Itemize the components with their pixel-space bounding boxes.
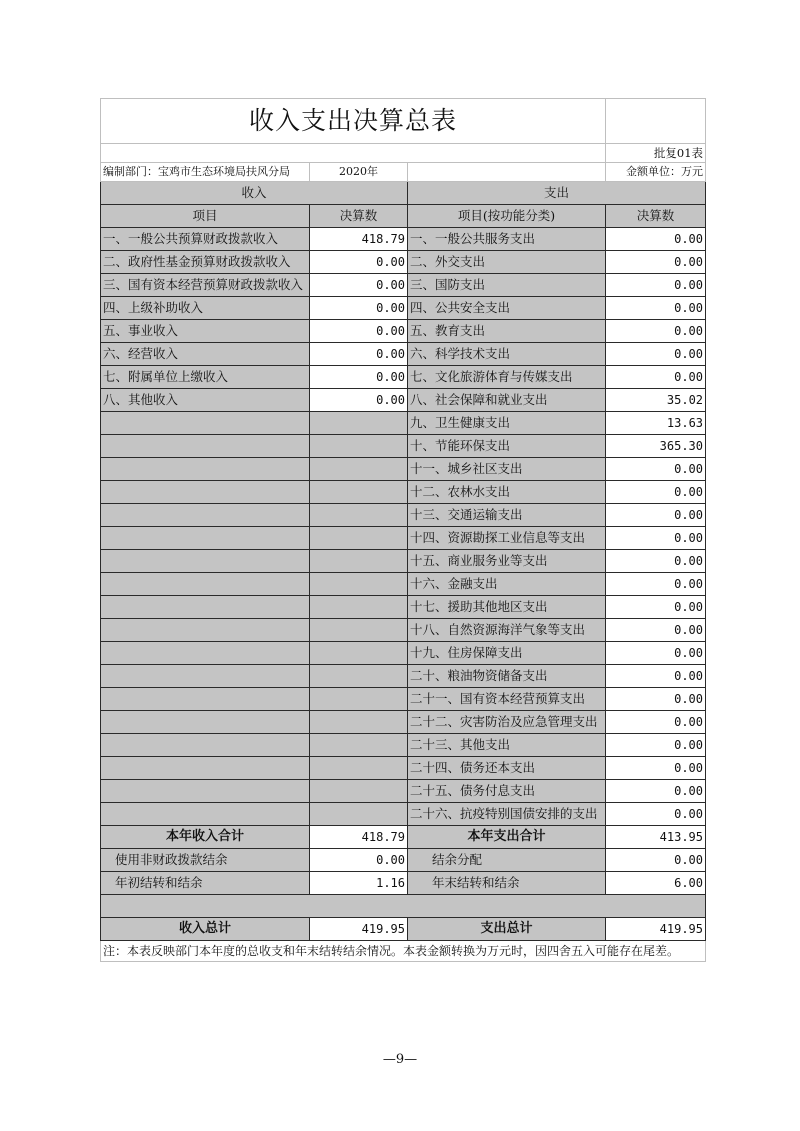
- income-item-label: [101, 619, 310, 642]
- expense-item-label: 十三、交通运输支出: [408, 504, 606, 527]
- income-item-label: [101, 596, 310, 619]
- income-item-value: [310, 481, 408, 504]
- income-item-value: [310, 435, 408, 458]
- income-item-label: [101, 435, 310, 458]
- expense-item-label: 五、教育支出: [408, 320, 606, 343]
- table-row: [101, 320, 706, 343]
- income-item-label: 七、附属单位上缴收入: [101, 366, 310, 389]
- grand-income-label: 收入总计: [101, 918, 310, 941]
- table-row: [101, 573, 706, 596]
- table-row: [101, 734, 706, 757]
- table-row: [101, 251, 706, 274]
- table-row: [101, 596, 706, 619]
- income-item-value: [310, 757, 408, 780]
- income-item-label: [101, 757, 310, 780]
- expense-item-value: 0.00: [606, 688, 706, 711]
- income-item-value: 0.00: [310, 251, 408, 274]
- expense-item-value: 0.00: [606, 734, 706, 757]
- income-item-header: 项目: [101, 205, 310, 228]
- table-row: [101, 711, 706, 734]
- income-item-label: [101, 412, 310, 435]
- expense-item-value: 0.00: [606, 596, 706, 619]
- expense-header: 支出: [408, 182, 706, 205]
- expense-item-label: 十、节能环保支出: [408, 435, 606, 458]
- expense-item-label: 十二、农林水支出: [408, 481, 606, 504]
- income-item-label: 二、政府性基金预算财政拨款收入: [101, 251, 310, 274]
- table-row: [101, 389, 706, 412]
- expense-item-label: 四、公共安全支出: [408, 297, 606, 320]
- expense-item-value: 0.00: [606, 320, 706, 343]
- expense-item-value: 35.02: [606, 389, 706, 412]
- expense-item-value: 0.00: [606, 297, 706, 320]
- expense-item-value: 0.00: [606, 274, 706, 297]
- income-item-value: [310, 780, 408, 803]
- income-item-label: [101, 481, 310, 504]
- table-row: [101, 274, 706, 297]
- expense-item-value: 0.00: [606, 251, 706, 274]
- summary-table: [100, 98, 706, 962]
- expense-item-label: 十五、商业服务业等支出: [408, 550, 606, 573]
- expense-item-label: 二十二、灾害防治及应急管理支出: [408, 711, 606, 734]
- blank-row-cell: [101, 144, 606, 163]
- table-row: [101, 803, 706, 826]
- income-item-label: [101, 711, 310, 734]
- income-total-value: 418.79: [310, 826, 408, 849]
- expense-item-label: 三、国防支出: [408, 274, 606, 297]
- income-item-value: 418.79: [310, 228, 408, 251]
- income-item-value: [310, 527, 408, 550]
- income-item-value: [310, 642, 408, 665]
- income-item-value: [310, 803, 408, 826]
- expense-item-header: 项目(按功能分类): [408, 205, 606, 228]
- expense-item-label: 十七、援助其他地区支出: [408, 596, 606, 619]
- income-header: 收入: [101, 182, 408, 205]
- title-blank-cell: [606, 99, 706, 144]
- income-item-label: [101, 642, 310, 665]
- income-item-label: [101, 780, 310, 803]
- expense-item-label: 十六、金融支出: [408, 573, 606, 596]
- income-item-value: 0.00: [310, 343, 408, 366]
- allocation-value: 0.00: [606, 849, 706, 872]
- footnote: 注：本表反映部门本年度的总收支和年末结转结余情况。本表金额转换为万元时，因四舍五入可能存在尾差。: [101, 941, 706, 962]
- expense-item-value: 0.00: [606, 228, 706, 251]
- grand-expense-value: 419.95: [606, 918, 706, 941]
- income-item-label: 四、上级补助收入: [101, 297, 310, 320]
- table-row: [101, 527, 706, 550]
- expense-item-label: 一、一般公共服务支出: [408, 228, 606, 251]
- expense-item-label: 二十、粮油物资储备支出: [408, 665, 606, 688]
- income-item-label: [101, 527, 310, 550]
- income-item-value: [310, 573, 408, 596]
- unit-label: 金额单位：万元: [606, 163, 706, 182]
- budget-sheet: [100, 98, 705, 962]
- expense-item-label: 十一、城乡社区支出: [408, 458, 606, 481]
- table-row: [101, 412, 706, 435]
- income-item-value: [310, 711, 408, 734]
- income-item-value: [310, 734, 408, 757]
- income-item-label: 三、国有资本经营预算财政拨款收入: [101, 274, 310, 297]
- income-item-value: [310, 412, 408, 435]
- expense-item-value: 0.00: [606, 343, 706, 366]
- expense-item-value: 365.30: [606, 435, 706, 458]
- expense-item-value: 0.00: [606, 504, 706, 527]
- year-label: 2020年: [310, 163, 408, 182]
- expense-item-value: 0.00: [606, 573, 706, 596]
- income-item-value: 0.00: [310, 389, 408, 412]
- page-title: 收入支出决算总表: [101, 99, 606, 144]
- expense-item-value: 0.00: [606, 458, 706, 481]
- expense-total-label: 本年支出合计: [408, 826, 606, 849]
- expense-item-label: 九、卫生健康支出: [408, 412, 606, 435]
- income-item-label: 六、经营收入: [101, 343, 310, 366]
- income-item-label: [101, 803, 310, 826]
- expense-item-label: 二、外交支出: [408, 251, 606, 274]
- table-row: [101, 435, 706, 458]
- table-row: [101, 504, 706, 527]
- end-balance-label: 年末结转和结余: [408, 872, 606, 895]
- income-item-label: [101, 550, 310, 573]
- expense-amount-header: 决算数: [606, 205, 706, 228]
- income-item-value: [310, 550, 408, 573]
- income-item-value: 0.00: [310, 297, 408, 320]
- expense-item-label: 二十三、其他支出: [408, 734, 606, 757]
- expense-item-label: 十八、自然资源海洋气象等支出: [408, 619, 606, 642]
- expense-item-value: 13.63: [606, 412, 706, 435]
- blank-meta-cell: [408, 163, 606, 182]
- income-amount-header: 决算数: [310, 205, 408, 228]
- table-row: [101, 481, 706, 504]
- table-row: [101, 688, 706, 711]
- table-row: [101, 297, 706, 320]
- income-item-label: [101, 688, 310, 711]
- income-item-value: [310, 688, 408, 711]
- table-row: [101, 366, 706, 389]
- nonfiscal-value: 0.00: [310, 849, 408, 872]
- expense-item-label: 八、社会保障和就业支出: [408, 389, 606, 412]
- income-item-label: [101, 573, 310, 596]
- income-item-label: 一、一般公共预算财政拨款收入: [101, 228, 310, 251]
- expense-item-value: 0.00: [606, 757, 706, 780]
- expense-item-label: 十九、住房保障支出: [408, 642, 606, 665]
- department-label: 编制部门：宝鸡市生态环境局扶风分局: [101, 163, 310, 182]
- expense-item-label: 七、文化旅游体育与传媒支出: [408, 366, 606, 389]
- expense-item-label: 六、科学技术支出: [408, 343, 606, 366]
- income-item-value: [310, 619, 408, 642]
- begin-balance-label: 年初结转和结余: [101, 872, 310, 895]
- income-item-label: 八、其他收入: [101, 389, 310, 412]
- expense-item-value: 0.00: [606, 527, 706, 550]
- spacer-row: [101, 895, 706, 918]
- expense-item-label: 二十五、债务付息支出: [408, 780, 606, 803]
- table-row: [101, 780, 706, 803]
- income-item-label: [101, 458, 310, 481]
- form-number: 批复01表: [606, 144, 706, 163]
- expense-total-value: 413.95: [606, 826, 706, 849]
- page-number: —9—: [382, 1052, 418, 1067]
- income-item-value: [310, 665, 408, 688]
- expense-item-label: 十四、资源勘探工业信息等支出: [408, 527, 606, 550]
- grand-expense-label: 支出总计: [408, 918, 606, 941]
- table-row: [101, 343, 706, 366]
- nonfiscal-label: 使用非财政拨款结余: [101, 849, 310, 872]
- table-row: [101, 757, 706, 780]
- income-item-label: 五、事业收入: [101, 320, 310, 343]
- expense-item-label: 二十一、国有资本经营预算支出: [408, 688, 606, 711]
- income-total-label: 本年收入合计: [101, 826, 310, 849]
- income-item-value: [310, 596, 408, 619]
- income-item-value: 0.00: [310, 320, 408, 343]
- income-item-label: [101, 665, 310, 688]
- expense-item-label: 二十六、抗疫特别国债安排的支出: [408, 803, 606, 826]
- expense-item-value: 0.00: [606, 366, 706, 389]
- expense-item-value: 0.00: [606, 780, 706, 803]
- table-row: [101, 228, 706, 251]
- table-row: [101, 458, 706, 481]
- table-row: [101, 619, 706, 642]
- table-row: [101, 550, 706, 573]
- income-item-value: 0.00: [310, 366, 408, 389]
- table-row: [101, 642, 706, 665]
- allocation-label: 结余分配: [408, 849, 606, 872]
- end-balance-value: 6.00: [606, 872, 706, 895]
- expense-item-value: 0.00: [606, 550, 706, 573]
- begin-balance-value: 1.16: [310, 872, 408, 895]
- income-item-label: [101, 504, 310, 527]
- expense-item-value: 0.00: [606, 619, 706, 642]
- expense-item-label: 二十四、债务还本支出: [408, 757, 606, 780]
- table-row: [101, 665, 706, 688]
- expense-item-value: 0.00: [606, 711, 706, 734]
- expense-item-value: 0.00: [606, 642, 706, 665]
- income-item-value: [310, 504, 408, 527]
- income-item-value: 0.00: [310, 274, 408, 297]
- grand-income-value: 419.95: [310, 918, 408, 941]
- income-item-value: [310, 458, 408, 481]
- income-item-label: [101, 734, 310, 757]
- expense-item-value: 0.00: [606, 481, 706, 504]
- expense-item-value: 0.00: [606, 665, 706, 688]
- expense-item-value: 0.00: [606, 803, 706, 826]
